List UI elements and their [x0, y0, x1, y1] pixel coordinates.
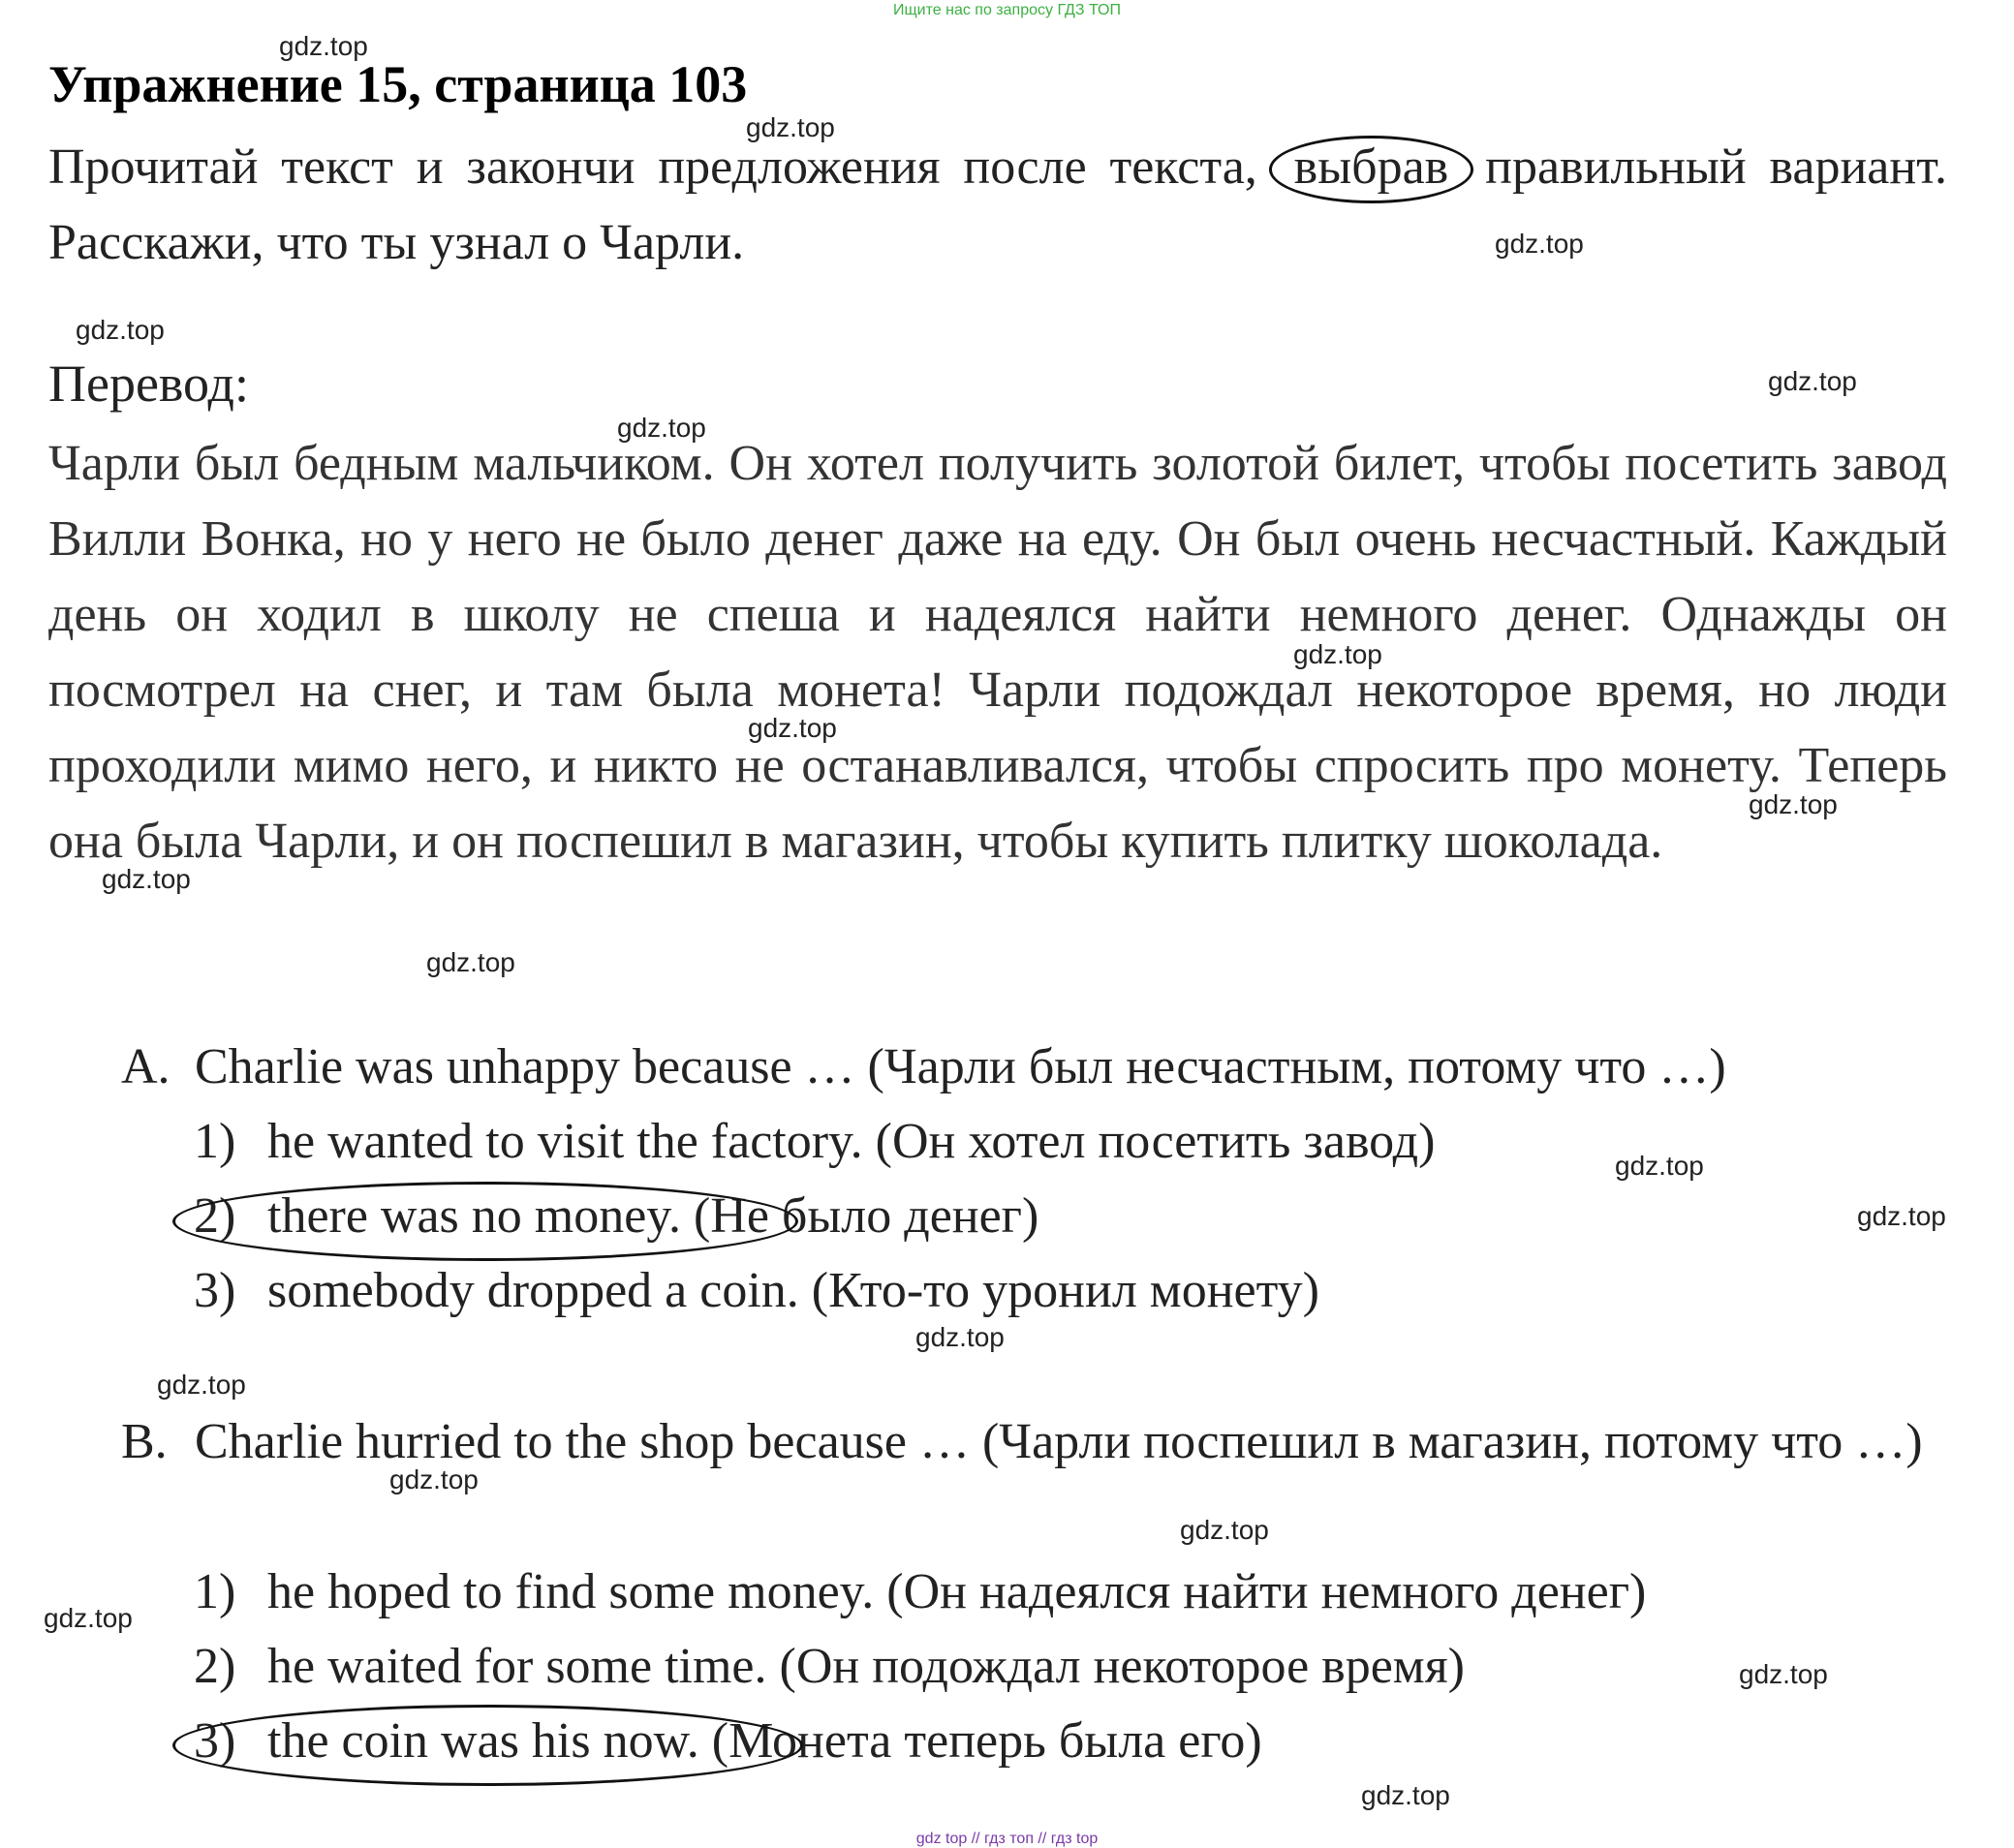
bottom-banner: gdz top // гдз топ // гдз top — [915, 1831, 1099, 1847]
top-banner: Ищите нас по запросу ГДЗ ТОП — [893, 2, 1121, 18]
watermark: gdz.top — [1768, 366, 1857, 396]
watermark: gdz.top — [748, 713, 837, 743]
option-text: there was no money. (Не было денег) — [267, 1188, 1039, 1244]
translation-label: Перевод: — [48, 354, 249, 413]
option-text: he hoped to find some money. (Он надеялся найти немного денег) — [267, 1564, 1647, 1619]
watermark: gdz.top — [426, 947, 515, 977]
option-a-3 — [194, 1253, 1319, 1328]
page-title: Упражнение 15, страница 103 — [48, 55, 748, 113]
answer-circle-b — [172, 1705, 803, 1786]
option-a-1 — [194, 1104, 1435, 1179]
watermark: gdz.top — [1739, 1659, 1828, 1689]
watermark: gdz.top — [1361, 1780, 1450, 1810]
watermark: gdz.top — [1857, 1201, 1946, 1231]
option-number: 2) — [194, 1639, 236, 1694]
watermark: gdz.top — [1180, 1515, 1269, 1545]
watermark: gdz.top — [1293, 639, 1382, 669]
option-number: 3) — [194, 1263, 236, 1318]
option-number: 1) — [194, 1564, 236, 1619]
option-number: 1) — [194, 1114, 236, 1169]
watermark: gdz.top — [746, 112, 835, 142]
option-number: 2) — [194, 1188, 236, 1244]
option-b-1 — [194, 1555, 1646, 1629]
option-text: he wanted to visit the factory. (Он хотел посетить завод) — [267, 1114, 1436, 1169]
watermark: gdz.top — [389, 1464, 479, 1494]
watermark: gdz.top — [76, 315, 165, 345]
circled-word: выбрав — [1281, 130, 1463, 205]
question-a — [121, 1030, 1947, 1104]
instruction-text-start: Прочитай текст и закончи предложения после текста, — [48, 139, 1257, 195]
watermark: gdz.top — [102, 864, 191, 894]
question-text: Charlie hurried to the shop because … (Чарли поспешил в магазин, потому что …) — [195, 1414, 1923, 1469]
translation-text: Чарли был бедным мальчиком. Он хотел получить золотой билет, чтобы посетить завод Вилли Вонка, но у него не было денег даже на еду. Он был очень несчастный. Каждый день он ходил в школу не спеша и надеялся найти немного денег. Однажды он посмотрел на снег, и там была монета! Чарли подождал некоторое время, но люди проходили мимо него, и никто не останавливался, чтобы спросить про монету. Теперь она была Чарли, и он поспешил в магазин, чтобы купить плитку шоколада. — [48, 436, 1947, 869]
question-text: Charlie was unhappy because … (Чарли был несчастным, потому что …) — [195, 1039, 1726, 1094]
option-text: the coin was his now. (Монета теперь была его) — [267, 1713, 1262, 1769]
answer-circle-a — [172, 1182, 798, 1261]
option-text: he waited for some time. (Он подождал некоторое время) — [267, 1639, 1465, 1694]
watermark: gdz.top — [44, 1603, 133, 1633]
watermark: gdz.top — [1749, 789, 1838, 819]
watermark: gdz.top — [1615, 1151, 1704, 1181]
instruction-text-end: правильный вариант. Расскажи, что ты узнал о Чарли. — [48, 139, 1948, 270]
watermark: gdz.top — [1495, 229, 1584, 259]
question-letter: A. — [121, 1039, 170, 1094]
watermark: gdz.top — [279, 31, 368, 61]
watermark: gdz.top — [915, 1322, 1005, 1352]
watermark: gdz.top — [617, 413, 706, 443]
option-b-2 — [194, 1629, 1465, 1704]
option-number: 3) — [194, 1713, 236, 1769]
question-letter: B. — [121, 1414, 168, 1469]
instruction — [48, 130, 1947, 281]
option-text: somebody dropped a coin. (Кто-то уронил монету) — [267, 1263, 1319, 1318]
watermark: gdz.top — [157, 1370, 246, 1400]
